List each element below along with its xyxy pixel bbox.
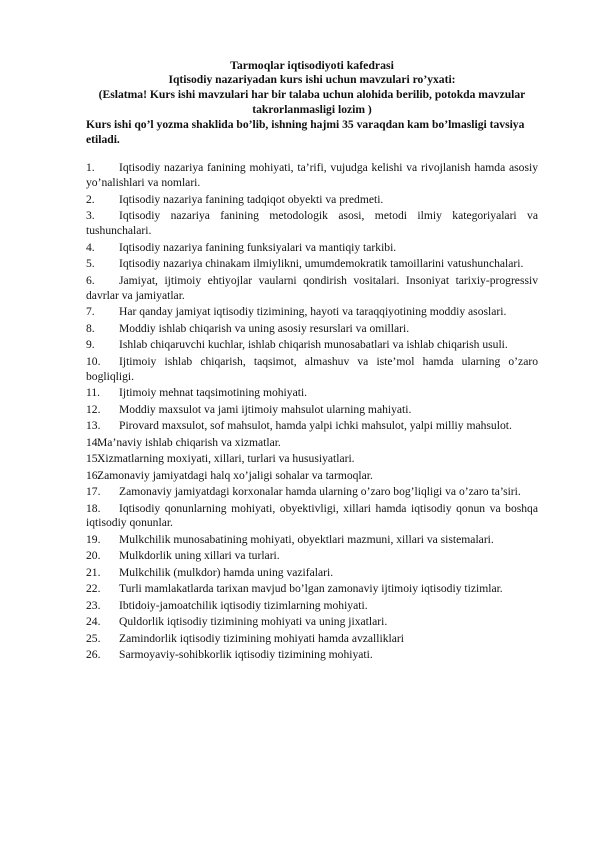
list-item-text: Ijtimoiy mehnat taqsimotining mohiyati.	[119, 386, 308, 400]
list-item-text: Zamonaviy jamiyatdagi korxonalar hamda ularning o’zaro bog’liqligi va o’zaro ta’siri.	[119, 485, 521, 499]
topic-list-title: Iqtisodiy nazariyadan kurs ishi uchun mavzulari ro’yxati:	[168, 72, 456, 86]
list-item-number: 9.	[86, 338, 95, 352]
list-item-number: 3.	[86, 209, 95, 223]
list-item-text: Zamonaviy jamiyatdagi halq xo’jaligi sohalar va tarmoqlar.	[97, 468, 373, 482]
list-item	[86, 582, 538, 597]
list-item-text: Ishlab chiqaruvchi kuchlar, ishlab chiqarish munosabatlari va ishlab chiqarish usuli.	[119, 338, 508, 352]
list-item-text: Mulkchilik munosabatining mohiyati, obyektlari mazmuni, xillari va sistemalari.	[119, 532, 494, 546]
list-item	[86, 452, 538, 467]
list-item-number: 17.	[86, 485, 101, 499]
list-item	[86, 403, 538, 418]
list-item-text: Pirovard maxsulot, sof mahsulot, hamda yalpi ichki mahsulot, yalpi milliy mahsulot.	[119, 419, 512, 433]
list-item-number: 20.	[86, 549, 101, 563]
list-item-text: Iqtisodiy qonunlarning mohiyati, obyektivligi, xillari hamda iqtisodiy qonun va boshqa iqtisodiy qonunlar.	[86, 501, 538, 530]
list-item-number: 19.	[86, 532, 101, 546]
list-item-text: Har qanday jamiyat iqtisodiy tizimining, hayoti va taraqqiyotining moddiy asoslari.	[119, 305, 507, 319]
list-item-number: 23.	[86, 598, 101, 612]
list-item-text: Moddiy maxsulot va jami ijtimoiy mahsulot ularning mahiyati.	[119, 402, 412, 416]
list-item-number: 12.	[86, 402, 101, 416]
document-page	[86, 58, 538, 665]
list-item-text: Iqtisodiy nazariya fanining tadqiqot obyekti va predmeti.	[119, 192, 384, 206]
list-item-text: Iqtisodiy nazariya fanining funksiyalari va mantiqiy tarkibi.	[119, 240, 397, 254]
list-item	[86, 322, 538, 337]
list-item-number: 1.	[86, 161, 95, 175]
list-item	[86, 599, 538, 614]
list-item-number: 21.	[86, 565, 101, 579]
list-item-text: Ibtidoiy-jamoatchilik iqtisodiy tizimlarning mohiyati.	[119, 598, 368, 612]
list-item-text: Ma’naviy ishlab chiqarish va xizmatlar.	[97, 435, 281, 449]
list-item-text: Iqtisodiy nazariya fanining mohiyati, ta’rifi, vujudga kelishi va rivojlanish hamda asosiy yo’nalishlari va nomlari.	[86, 161, 538, 190]
list-item-number: 25.	[86, 631, 101, 645]
list-item-number: 11.	[86, 386, 101, 400]
list-item	[86, 209, 538, 239]
list-item-text: Quldorlik iqtisodiy tizimining mohiyati va uning jixatlari.	[119, 615, 388, 629]
list-item-number: 24.	[86, 615, 101, 629]
list-item	[86, 161, 538, 191]
list-item-text: Ijtimoiy ishlab chiqarish, taqsimot, almashuv va iste’mol hamda ularning o’zaro bogliqligi.	[86, 354, 538, 383]
list-item-number: 18.	[86, 501, 101, 515]
list-item-number: 5.	[86, 257, 95, 271]
list-item	[86, 436, 538, 451]
list-item	[86, 469, 538, 484]
list-item	[86, 648, 538, 663]
spacer	[86, 147, 538, 161]
list-item	[86, 241, 538, 256]
list-item-text: Iqtisodiy nazariya fanining metodologik asosi, metodi ilmiy kategoriyalari va tushunchalari.	[86, 209, 538, 238]
list-item-number: 4.	[86, 240, 95, 254]
list-item	[86, 355, 538, 385]
list-item	[86, 386, 538, 401]
list-item-number: 2.	[86, 192, 95, 206]
list-item	[86, 193, 538, 208]
department-title: Tarmoqlar iqtisodiyoti kafedrasi	[230, 58, 394, 72]
list-item	[86, 274, 538, 304]
list-item-number: 15.	[86, 452, 101, 466]
list-item-number: 10.	[86, 354, 101, 368]
list-item	[86, 419, 538, 434]
list-item	[86, 338, 538, 353]
list-item-text: Iqtisodiy nazariya chinakam ilmiylikni, umumdemokratik tamoillarini vatushunchalari.	[119, 257, 524, 271]
list-item	[86, 257, 538, 272]
list-item-number: 13.	[86, 419, 101, 433]
document-header	[86, 58, 538, 118]
list-item	[86, 305, 538, 320]
list-item-number: 26.	[86, 648, 101, 662]
list-item	[86, 485, 538, 500]
list-item-number: 14.	[86, 435, 101, 449]
list-item	[86, 533, 538, 548]
list-item-text: Moddiy ishlab chiqarish va uning asosiy resurslari va omillari.	[119, 321, 410, 335]
topic-list	[86, 161, 538, 663]
list-item-number: 6.	[86, 273, 95, 287]
list-item-text: Xizmatlarning moxiyati, xillari, turlari va hususiyatlari.	[97, 452, 355, 466]
list-item-number: 7.	[86, 305, 95, 319]
list-item-number: 16.	[86, 468, 101, 482]
list-item-number: 8.	[86, 321, 95, 335]
list-item	[86, 632, 538, 647]
list-item	[86, 502, 538, 532]
intro-text: Kurs ishi qo’l yozma shaklida bo’lib, ishning hajmi 35 varaqdan kam bo’lmasligi tavsiya etiladi.	[86, 117, 525, 146]
list-item-text: Mulkdorlik uning xillari va turlari.	[119, 549, 280, 563]
note-text: (Eslatma! Kurs ishi mavzulari har bir talaba uchun alohida berilib, potokda mavzular takrorlanmasligi lozim )	[98, 87, 526, 116]
list-item-text: Mulkchilik (mulkdor) hamda uning vazifalari.	[119, 565, 334, 579]
list-item-text: Turli mamlakatlarda tarixan mavjud bo’lgan zamonaviy ijtimoiy iqtisodiy tizimlar.	[119, 582, 503, 596]
list-item-text: Sarmoyaviy-sohibkorlik iqtisodiy tizimining mohiyati.	[119, 648, 373, 662]
list-item-number: 22.	[86, 582, 101, 596]
list-item	[86, 549, 538, 564]
list-item-text: Jamiyat, ijtimoiy ehtiyojlar vaularni qondirish vositalari. Insoniyat tarixiy-progressiv davrlar va jamiyatlar.	[86, 273, 538, 302]
list-item-text: Zamindorlik iqtisodiy tizimining mohiyati hamda avzalliklari	[119, 631, 404, 645]
list-item	[86, 566, 538, 581]
list-item	[86, 615, 538, 630]
